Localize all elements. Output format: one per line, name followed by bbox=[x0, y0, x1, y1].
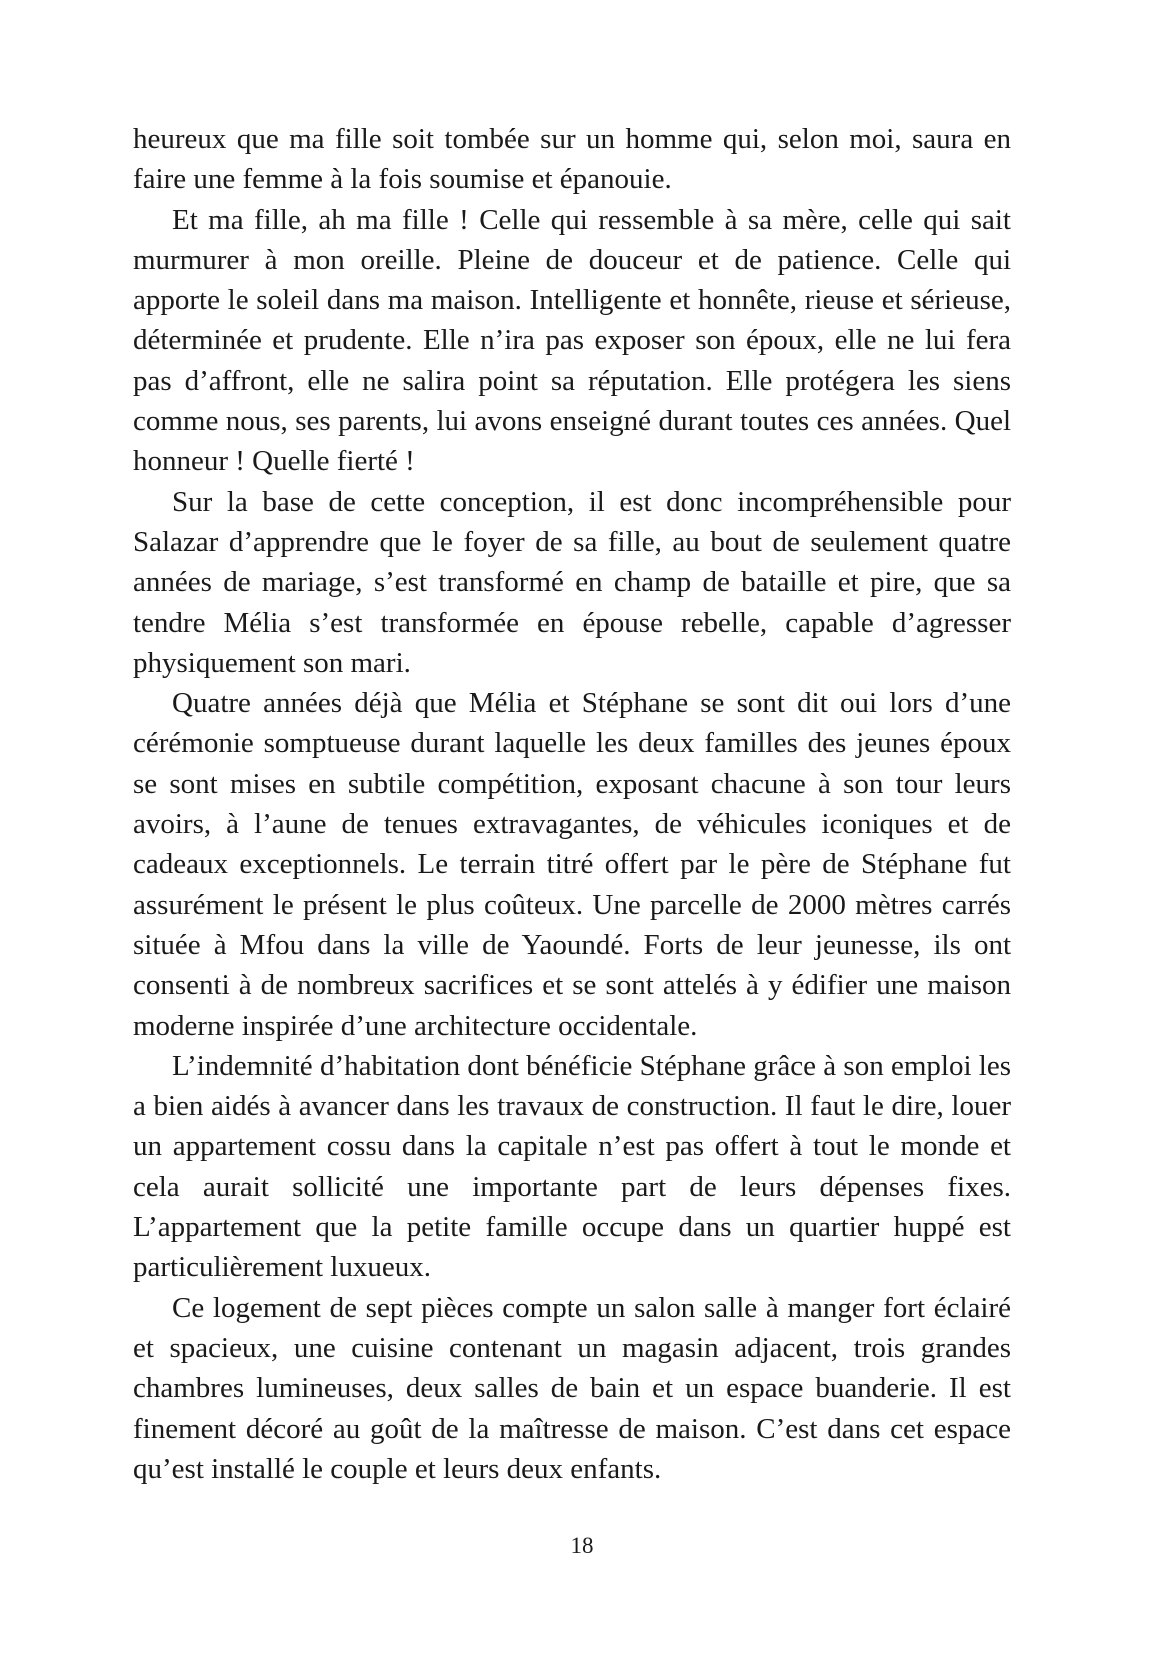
paragraph: Sur la base de cette conception, il est donc incompréhensible pour Salazar d’apprendre que le foyer de sa fille, au bout de seulement quatre années de mariage, s’est transformé en champ de bataille et pire, que sa tendre Mélia s’est transformée en épouse rebelle, capable d’agresser physiquement son mari. bbox=[133, 485, 1011, 679]
paragraph: Ce logement de sept pièces compte un salon salle à manger fort éclairé et spacieux, une cuisine contenant un magasin adjacent, trois grandes chambres lumineuses, deux salles de bain et un espace buanderie. Il est finement décoré au goût de la maîtresse de maison. C’est dans cet espace qu’est installé le couple et leurs deux enfants. bbox=[133, 1291, 1011, 1485]
paragraph: Et ma fille, ah ma fille ! Celle qui ressemble à sa mère, celle qui sait murmurer à mon oreille. Pleine de douceur et de patience. Celle qui apporte le soleil dans ma maison. Intelligente et honnête, rieuse et sérieuse, déterminée et prudente. Elle n’ira pas exposer son époux, elle ne lui fera pas d’affront, elle ne salira point sa réputation. Elle protégera les siens comme nous, ses parents, lui avons enseigné durant toutes ces années. Quel honneur ! Quelle fierté ! bbox=[133, 203, 1011, 478]
paragraph: L’indemnité d’habitation dont bénéficie Stéphane grâce à son emploi les a bien aidés à avancer dans les travaux de construction. Il faut le dire, louer un appartement cossu dans la capitale n’est pas offert à tout le monde et cela aurait sollicité une importante part de leurs dépenses fixes. L’appartement que la petite famille occupe dans un quartier huppé est particulièrement luxueux. bbox=[133, 1049, 1011, 1284]
paragraph: Quatre années déjà que Mélia et Stéphane se sont dit oui lors d’une cérémonie somptueuse durant laquelle les deux familles des jeunes époux se sont mises en subtile compétition, exposant chacune à son tour leurs avoirs, à l’aune de tenues extravagantes, de véhicules iconiques et de cadeaux exceptionnels. Le terrain titré offert par le père de Stéphane fut assurément le présent le plus coûteux. Une parcelle de 2000 mètres carrés située à Mfou dans la ville de Yaoundé. Forts de leur jeunesse, ils ont consenti à de nombreux sacrifices et se sont attelés à y édifier une maison moderne inspirée d’une architecture occidentale. bbox=[133, 687, 1011, 1042]
paragraph-continued: heureux que ma fille soit tombée sur un homme qui, selon moi, saura en faire une femme à la fois soumise et épanouie. bbox=[133, 123, 1011, 196]
body-text bbox=[133, 119, 1011, 1489]
page-number: 18 bbox=[570, 1533, 594, 1558]
